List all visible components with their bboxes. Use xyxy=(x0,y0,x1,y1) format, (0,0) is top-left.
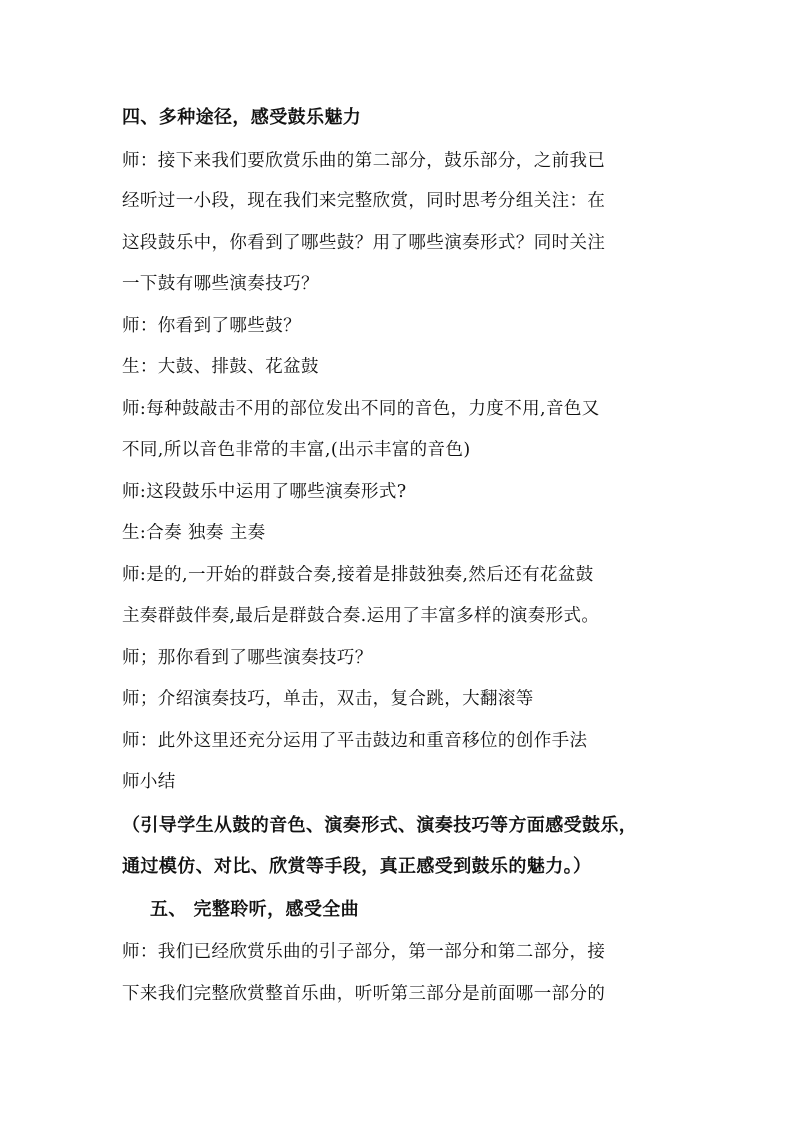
paragraph-line: 生：大鼓、排鼓、花盆鼓 xyxy=(122,357,319,377)
paragraph-line: 经听过一小段，现在我们来完整欣赏，同时思考分组关注：在 xyxy=(122,191,606,211)
paragraph-line: 师:这段鼓乐中运用了哪些演奏形式? xyxy=(122,482,407,502)
paragraph-line: 师：你看到了哪些鼓？ xyxy=(122,316,301,336)
summary-note-line: 通过模仿、对比、欣赏等手段，真正感受到鼓乐的魅力。） xyxy=(122,856,592,877)
paragraph-line: 师：此外这里还充分运用了平击鼓边和重音移位的创作手法 xyxy=(122,731,588,751)
paragraph-line: 师:是的,一开始的群鼓合奏,接着是排鼓独奏,然后还有花盆鼓 xyxy=(122,565,594,585)
paragraph-line: 师：我们已经欣赏乐曲的引子部分，第一部分和第二部分，接 xyxy=(122,942,606,962)
paragraph-line: 师；那你看到了哪些演奏技巧？ xyxy=(122,648,373,668)
paragraph-line: 师:每种鼓敲击不用的部位发出不同的音色，力度不用,音色又 xyxy=(122,399,600,419)
paragraph-line: 生:合奏 独奏 主奏 xyxy=(122,523,266,543)
paragraph-line: 下来我们完整欣赏整首乐曲，听听第三部分是前面哪一部分的 xyxy=(122,984,606,1004)
paragraph-line: 师小结 xyxy=(122,772,176,792)
paragraph-line: 一下鼓有哪些演奏技巧？ xyxy=(122,274,319,294)
paragraph-line: 师；介绍演奏技巧，单击，双击，复合跳，大翻滚等 xyxy=(122,689,534,709)
paragraph-line: 不同,所以音色非常的丰富,(出示丰富的音色) xyxy=(122,440,471,460)
summary-note-line: （引导学生从鼓的音色、演奏形式、演奏技巧等方面感受鼓乐， xyxy=(122,815,638,836)
section-heading-five: 五、 完整聆听，感受全曲 xyxy=(150,899,360,920)
section-heading-four: 四、多种途径，感受鼓乐魅力 xyxy=(122,107,362,128)
paragraph-line: 这段鼓乐中，你看到了哪些鼓？用了哪些演奏形式？同时关注 xyxy=(122,233,606,253)
paragraph-line: 师：接下来我们要欣赏乐曲的第二部分，鼓乐部分，之前我已 xyxy=(122,151,606,171)
paragraph-line: 主奏群鼓伴奏,最后是群鼓合奏.运用了丰富多样的演奏形式。 xyxy=(122,606,600,626)
